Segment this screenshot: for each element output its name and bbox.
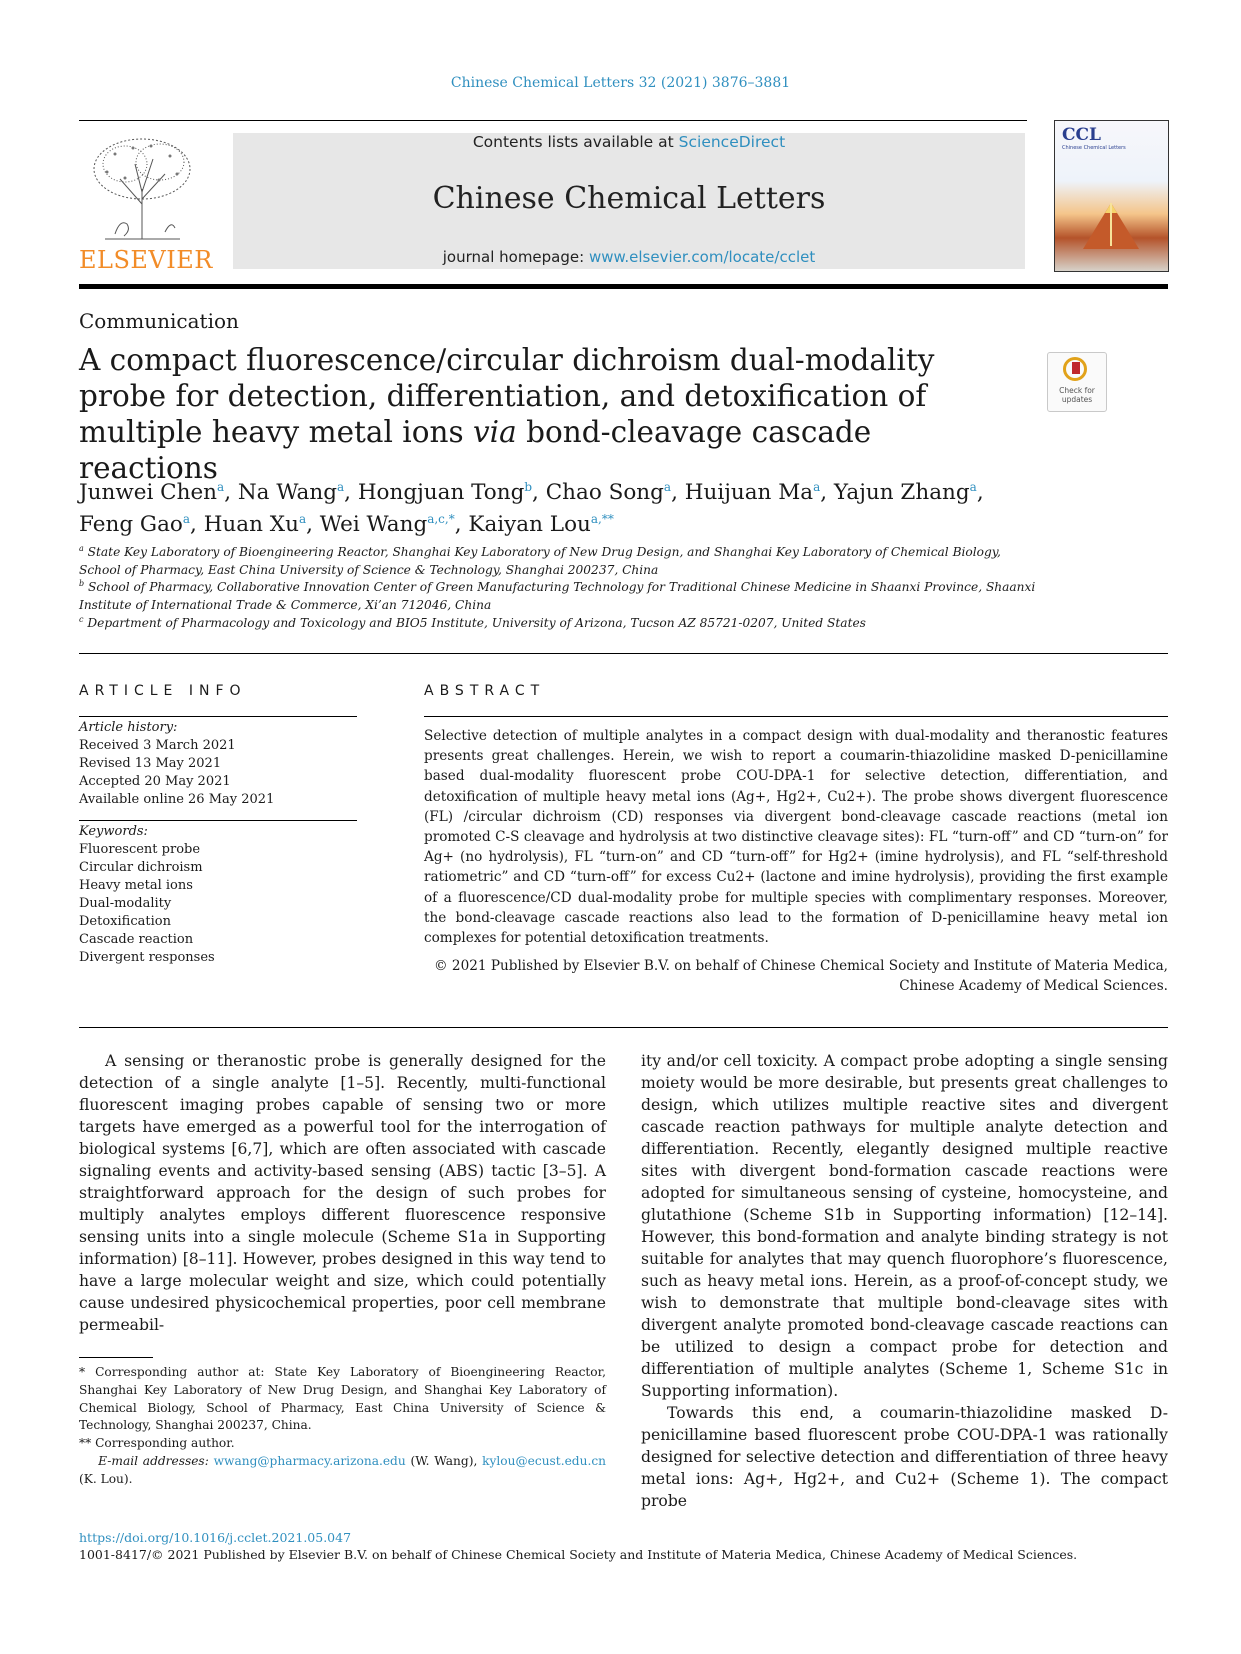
keyword: Fluorescent probe — [79, 842, 201, 857]
email-link[interactable]: kylou@ecust.edu.cn — [482, 1453, 606, 1468]
author[interactable]: Huijuan Ma$^a$ — [684, 480, 821, 506]
author[interactable]: Junwei Chen$^a$ — [79, 480, 225, 506]
keyword: Heavy metal ions — [79, 878, 193, 893]
keyword: Detoxification — [79, 914, 171, 929]
article-info-heading: ARTICLE INFO — [79, 683, 247, 699]
abstract-copyright: © 2021 Published by Elsevier B.V. on behalf of Chinese Chemical Society and Institute of Materia Medica, Chinese Academy of Medical Sciences. — [434, 958, 1168, 995]
divider — [79, 1027, 1168, 1028]
bookmark-icon — [1072, 362, 1080, 374]
footnotes — [79, 1364, 606, 1489]
issn-copyright: 1001-8417/© 2021 Published by Elsevier B.V. on behalf of Chinese Chemical Society and Institute of Materia Medica, Chinese Academy of Medical Sciences. — [79, 1547, 1078, 1562]
author[interactable]: Yajun Zhang$^a$ — [833, 480, 977, 506]
doi-link[interactable]: https://doi.org/10.1016/j.cclet.2021.05.047 — [79, 1530, 352, 1545]
journal-title: Chinese Chemical Letters — [432, 181, 826, 216]
body-paragraph: ity and/or cell toxicity. A compact probe adopting a single sensing moiety would be more desirable, but presents great challenges to design, which utilizes multiple reactive sites and divergent cascade reaction pathways for multiple analyte detection and differentiation. Recently, elegantly designed multiple reactive sites with divergent bond-formation cascade reactions were adopted for simultaneous sensing of cysteine, homocysteine, and glutathione (Scheme S1b in Supporting information) [12–14]. However, this bond-formation and analyte binding strategy is not suitable for analytes that may quench fluorophore’s fluorescence, such as heavy metal ions. Herein, as a proof-of-concept study, we wish to demonstrate that multiple bond-cleavage sites with divergent analyte promoted bond-cleavage cascade reactions can be utilized to design a compact probe for detection and differentiation of multiple analytes (Scheme 1, Scheme S1c in Supporting information). — [641, 1052, 1168, 1400]
title-italic: via — [473, 415, 517, 449]
divider — [79, 820, 357, 821]
footnote-emails: E-mail addresses: wwang@pharmacy.arizona.edu (W. Wang), kylou@ecust.edu.cn (K. Lou). — [79, 1453, 606, 1486]
footnote-rule — [79, 1357, 153, 1358]
article-history — [79, 719, 359, 809]
affiliation-a: $^a$ State Key Laboratory of Bioengineering Reactor, Shanghai Key Laboratory of New Drug Design, and Shanghai Key Laboratory of Chemical Biology, School of Pharmacy, East China University of Science & Technology, Shanghai 200237, China — [79, 544, 1001, 578]
volcano-illustration-icon — [1075, 191, 1147, 251]
article-title — [79, 342, 1019, 486]
author[interactable]: Na Wang$^a$ — [237, 480, 345, 506]
keyword: Dual-modality — [79, 896, 172, 911]
body-paragraph: Towards this end, a coumarin-thiazolidine masked D-penicillamine based fluorescent probe COU-DPA-1 was rationally designed for selective detection and differentiation of three heavy metal ions: Ag+, Hg2+, and Cu2+ (Scheme 1). The compact probe — [641, 1404, 1168, 1510]
author[interactable]: Kaiyan Lou$^{a,**}$ — [468, 512, 614, 538]
check-updates-label: Check for updates — [1059, 386, 1095, 404]
title-part1: A compact fluorescence/circular dichroism dual-modality probe for detection, differentiation, and detoxification of multiple heavy metal ions — [79, 343, 935, 449]
footnote-corresponding-2: ** Corresponding author. — [79, 1436, 235, 1451]
body-column-left — [79, 1050, 606, 1336]
cover-title: CCL — [1062, 125, 1102, 145]
body-paragraph: A sensing or theranostic probe is generally designed for the detection of a single analyte [1–5]. Recently, multi-functional fluorescent imaging probes capable of sensing two or more targets have emerged as a powerful tool for the interrogation of biological systems [6,7], which are often associated with cascade signaling events and activity-based sensing (ABS) tactic [3–5]. A straightforward approach for the design of such probes for multiply analytes employs different fluorescence responsive sensing units into a single molecule (Scheme S1a in Supporting information) [8–11]. However, probes designed in this way tend to have a large molecular weight and size, which could potentially cause undesired physicochemical properties, poor cell membrane permeabil- — [79, 1052, 606, 1334]
journal-citation[interactable]: Chinese Chemical Letters 32 (2021) 3876–3881 — [450, 75, 791, 91]
article-type: Communication — [79, 309, 239, 333]
history-label: Article history: — [79, 720, 178, 735]
homepage-line — [233, 248, 1025, 266]
divider — [79, 653, 1168, 654]
homepage-link[interactable]: www.elsevier.com/locate/cclet — [588, 248, 816, 266]
keywords — [79, 823, 359, 967]
header-rule — [79, 120, 1027, 121]
footnote-corresponding: * Corresponding author at: State Key Laboratory of Bioengineering Reactor, Shanghai Key Laboratory of New Drug Design, and Shanghai Key Laboratory of Chemical Biology, School of Pharmacy, East China University of Science & Technology, Shanghai 200237, China. — [79, 1365, 606, 1433]
email-link[interactable]: wwang@pharmacy.arizona.edu — [213, 1453, 406, 1468]
header-thick-rule — [79, 284, 1168, 289]
abstract-text: Selective detection of multiple analytes in a compact design with dual-modality and theranostic features presents great challenges. Herein, we wish to report a coumarin-thiazolidine masked D-penicillamine based dual-modality fluorescent probe COU-DPA-1 for selective detection, differentiation, and detoxification of multiple heavy metal ions (Ag+, Hg2+, Cu2+). The probe shows divergent fluorescence (FL) /circular dichroism (CD) responses via divergent bond-cleavage cascade reactions (metal ion promoted C-S cleavage and hydrolysis at two distinctive cleavage sites): FL “turn-off” and CD “turn-on” for Ag+ (no hydrolysis), FL “turn-on” and CD “turn-off” for Hg2+ (imine hydrolysis), and FL “self-threshold ratiometric” and CD “turn-off” for excess Cu2+ (lactone and imine hydrolysis), providing the first example of a fluorescence/CD dual-modality probe for multiple species with complimentary responses. Moreover, the bond-cleavage cascade reactions also lead to the formation of D-penicillamine heavy metal ion complexes for potential detoxification treatments. — [424, 728, 1168, 947]
contents-line — [233, 133, 1025, 151]
author[interactable]: Huan Xu$^a$ — [203, 512, 307, 538]
journal-header-band — [233, 133, 1025, 269]
cover-subtitle: Chinese Chemical Letters — [1062, 145, 1126, 151]
affiliation-c: $^c$ Department of Pharmacology and Toxicology and BIO5 Institute, University of Arizona, Tucson AZ 85721-0207, United States — [79, 615, 866, 631]
author[interactable]: Feng Gao$^a$ — [79, 512, 191, 538]
contents-prefix: Contents lists available at — [472, 133, 679, 151]
elsevier-wordmark: ELSEVIER — [79, 246, 213, 274]
keywords-label: Keywords: — [79, 824, 148, 839]
elsevier-logo[interactable] — [79, 132, 213, 274]
history-revised: Revised 13 May 2021 — [79, 756, 222, 771]
check-for-updates-button[interactable] — [1047, 352, 1107, 412]
sciencedirect-link[interactable]: ScienceDirect — [678, 133, 786, 151]
keyword: Circular dichroism — [79, 860, 203, 875]
homepage-prefix: journal homepage: — [442, 248, 589, 266]
body-column-right — [641, 1050, 1168, 1512]
tree-logo-icon — [85, 134, 199, 244]
history-online: Available online 26 May 2021 — [79, 792, 275, 807]
author[interactable]: Chao Song$^a$ — [545, 480, 672, 506]
affiliation-b: $^b$ School of Pharmacy, Collaborative Innovation Center of Green Manufacturing Technology for Traditional Chinese Medicine in Shaanxi Province, Shaanxi Institute of International Trade & Commerce, Xi’an 712046, China — [79, 579, 1036, 613]
author-list: Junwei Chen$^a$, Na Wang$^a$, Hongjuan Tong$^b$, Chao Song$^a$, Huijuan Ma$^a$, Yajun Zhang$^a$, Feng Gao$^a$, Huan Xu$^a$, Wei Wang$^{a,c,*}$, Kaiyan Lou$^{a,**}$ — [79, 480, 984, 538]
keyword: Divergent responses — [79, 950, 215, 965]
keyword: Cascade reaction — [79, 932, 194, 947]
author[interactable]: Hongjuan Tong$^b$ — [357, 480, 533, 506]
journal-cover-image[interactable] — [1054, 120, 1169, 272]
author[interactable]: Wei Wang$^{a,c,*}$ — [319, 512, 455, 538]
history-received: Received 3 March 2021 — [79, 738, 236, 753]
title-part2: bond-cleavage cascade reactions — [79, 415, 872, 485]
abstract-heading: ABSTRACT — [424, 683, 546, 699]
history-accepted: Accepted 20 May 2021 — [79, 774, 231, 789]
divider — [424, 716, 1168, 717]
divider — [79, 716, 357, 717]
